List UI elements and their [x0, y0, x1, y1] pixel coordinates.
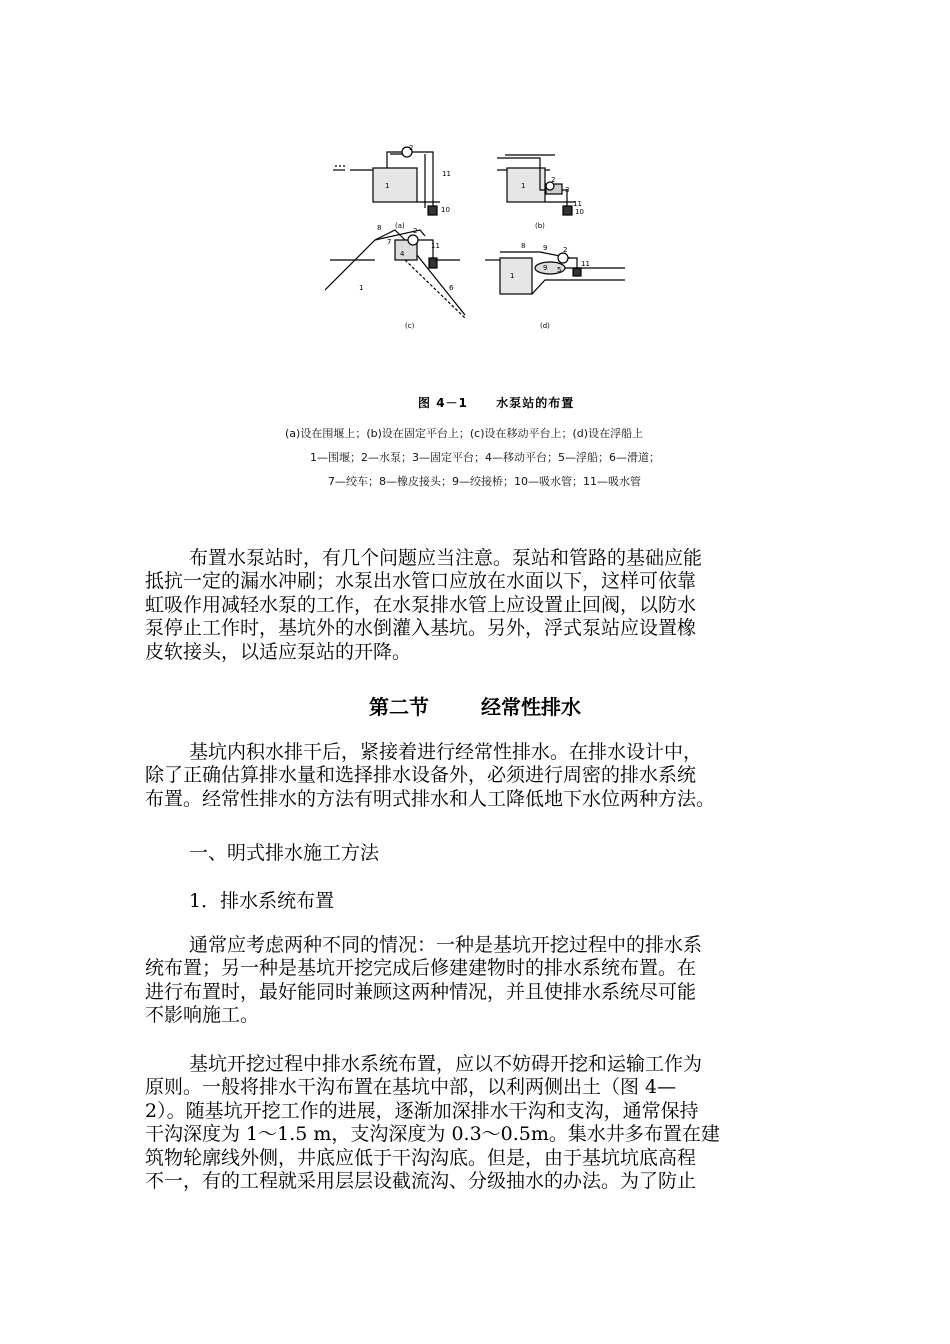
text-line: 2）。随基坑开挖工作的进展，逐渐加深排水干沟和支沟，通常保持: [145, 1099, 699, 1122]
svg-text:4: 4: [400, 250, 405, 258]
svg-text:7: 7: [387, 238, 392, 246]
text-line: 进行布置时，最好能同时兼顾这两种情况，并且使排水系统尽可能: [145, 980, 697, 1003]
text-line: 不影响施工。: [145, 1004, 260, 1027]
panel-b-label: (b): [535, 222, 545, 230]
svg-text:11: 11: [581, 260, 590, 268]
text-line: 布置水泵站时，有几个问题应当注意。泵站和管路的基础应能: [189, 547, 703, 569]
paragraph-regular-drainage: [145, 741, 815, 811]
paragraph-pump-station-notes: [145, 547, 815, 664]
panel-d-label: (d): [540, 322, 550, 330]
svg-text:10: 10: [575, 208, 584, 216]
pump-station-diagram: [325, 140, 645, 350]
text-line: 原则。一般将排水干沟布置在基坑中部，以利两侧出土（图 4—: [145, 1076, 677, 1099]
text-line: 抵抗一定的漏水冲刷；水泵出水管口应放在水面以下，这样可依靠: [145, 570, 697, 593]
panel-c-label: (c): [405, 322, 415, 330]
pump-station-figure: [325, 140, 645, 350]
text-line: 不一，有的工程就采用层层设截流沟、分级抽水的办法。为了防止: [145, 1170, 697, 1193]
text-line: 基坑开挖过程中排水系统布置，应以不妨碍开挖和运输工作为: [189, 1053, 703, 1075]
text-line: 泵停止工作时，基坑外的水倒灌入基坑。另外，浮式泵站应设置橡: [145, 617, 697, 640]
svg-text:6: 6: [449, 284, 454, 292]
text-line: 统布置；另一种是基坑开挖完成后修建建物时的排水系统布置。在: [145, 957, 697, 980]
svg-text:8: 8: [521, 242, 526, 250]
svg-text:10: 10: [441, 206, 450, 214]
svg-text:5: 5: [557, 266, 562, 274]
section-heading: [0, 691, 950, 720]
svg-text:2: 2: [409, 144, 414, 152]
svg-text:2: 2: [551, 176, 556, 184]
text-line: 基坑内积水排干后，紧接着进行经常性排水。在排水设计中，: [189, 741, 703, 763]
figure-title: [418, 394, 574, 411]
panel-a-label: (a): [395, 222, 405, 230]
svg-text:8: 8: [377, 224, 382, 232]
svg-text:1: 1: [510, 272, 515, 280]
text-line: 干沟深度为 1～1.5 m，支沟深度为 0.3～0.5m。集水井多布置在建: [145, 1123, 720, 1146]
text-line: 虹吸作用减轻水泵的工作，在水泵排水管上应设置止回阀，以防水: [145, 593, 697, 616]
subsection-heading: 1．排水系统布置: [189, 890, 335, 912]
figure-title-number: 4－1: [436, 396, 468, 410]
figure-caption-line: 1—围堰；2—水泵；3—固定平台；4—移动平台；5—浮船；6—滑道；: [310, 451, 660, 464]
panel-d-drawing: [485, 252, 625, 294]
text-line: 布置。经常性排水的方法有明式排水和人工降低地下水位两种方法。: [145, 787, 716, 810]
paragraph-drainage-layout: [145, 934, 815, 1028]
section-number: 第二节: [369, 695, 429, 719]
section-title: 经常性排水: [481, 695, 581, 719]
svg-text:3: 3: [565, 186, 570, 194]
svg-text:2: 2: [413, 227, 418, 235]
svg-text:1: 1: [385, 182, 390, 190]
svg-text:11: 11: [442, 170, 451, 178]
panel-a-drawing: [333, 147, 440, 215]
panel-b-drawing: [497, 155, 575, 215]
svg-text:1: 1: [521, 182, 526, 190]
svg-text:9: 9: [543, 264, 548, 272]
subsection-heading: 一、明式排水施工方法: [189, 842, 380, 864]
text-line: 筑物轮廓线外侧，井底应低于干沟沟底。但是，由于基坑坑底高程: [145, 1146, 697, 1169]
svg-text:11: 11: [431, 242, 440, 250]
svg-text:1: 1: [359, 284, 364, 292]
paragraph-excavation-drainage: [145, 1053, 815, 1193]
text-line: 除了正确估算排水量和选择排水设备外，必须进行周密的排水系统: [145, 764, 697, 787]
svg-text:2: 2: [563, 246, 568, 254]
svg-text:9: 9: [543, 244, 548, 252]
figure-title-prefix: 图: [418, 396, 432, 410]
figure-title-text: 水泵站的布置: [496, 396, 575, 410]
figure-caption-line: (a)设在围堰上；(b)设在固定平台上；(c)设在移动平台上；(d)设在浮船上: [285, 427, 644, 440]
figure-caption-line: 7—绞车；8—橡皮接头；9—绞接桥；10—吸水管；11—吸水管: [328, 475, 641, 488]
svg-text:11: 11: [573, 200, 582, 208]
panel-c-drawing: [325, 230, 465, 318]
text-line: 通常应考虑两种不同的情况：一种是基坑开挖过程中的排水系: [189, 934, 703, 956]
text-line: 皮软接头，以适应泵站的开降。: [145, 640, 412, 663]
